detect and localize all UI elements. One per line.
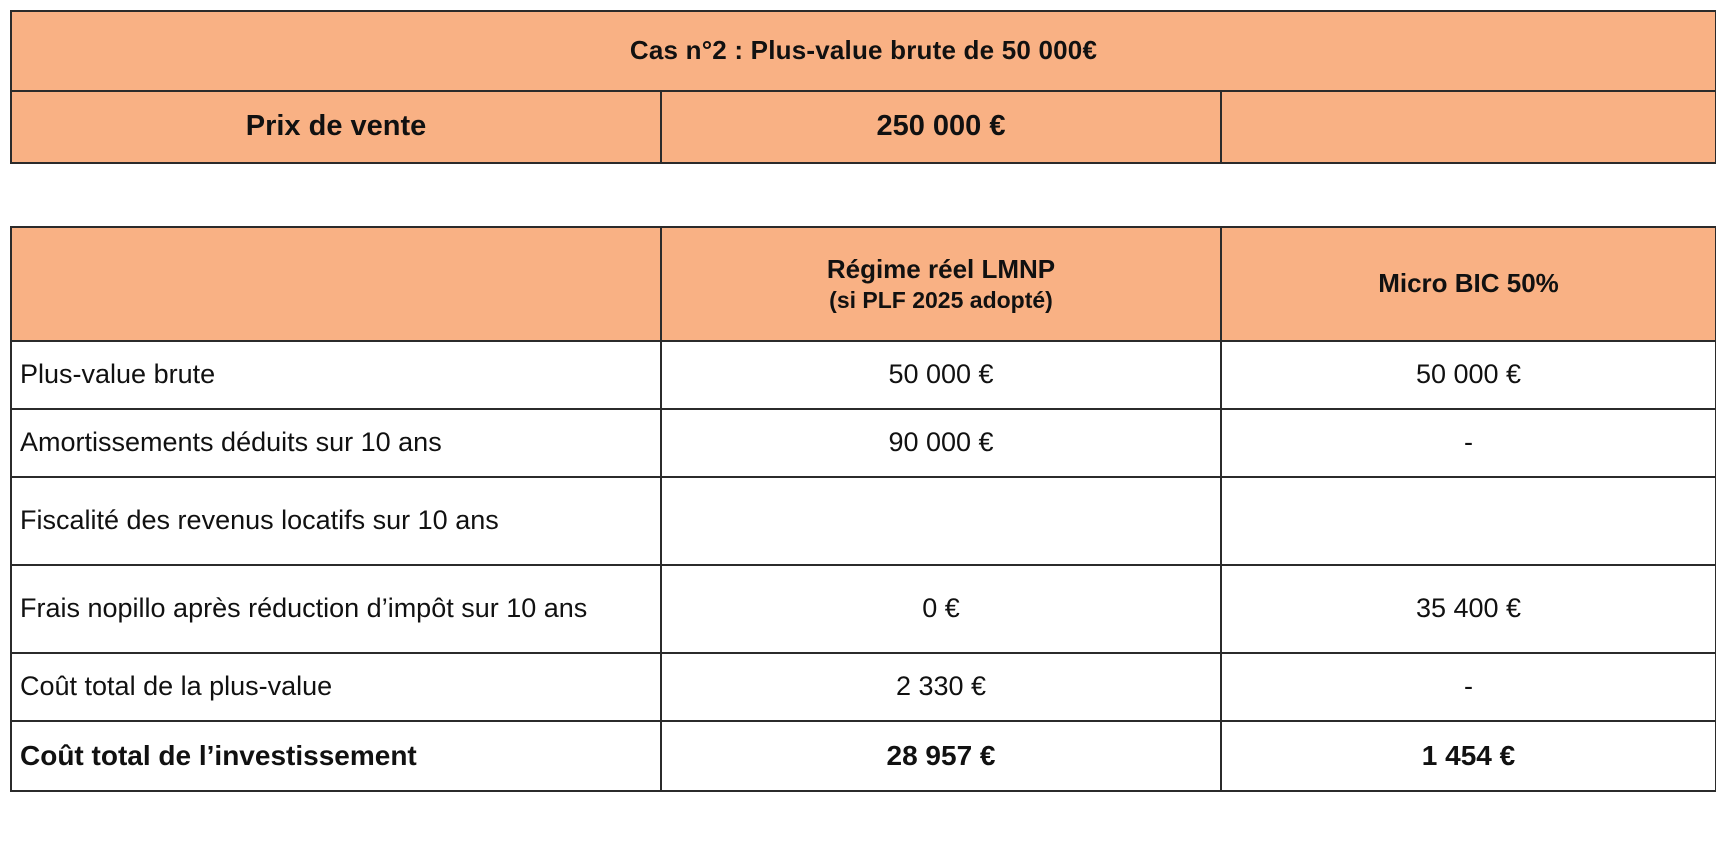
row-value-regime-reel: 90 000 € <box>661 409 1221 477</box>
row-value-micro-bic: 35 400 € <box>1221 565 1716 653</box>
row-label-total: Coût total de l’investissement <box>11 721 661 791</box>
table-row <box>11 477 1716 565</box>
comparison-table <box>10 226 1716 792</box>
row-label: Amortissements déduits sur 10 ans <box>11 409 661 477</box>
table-spacer <box>0 164 1716 226</box>
row-label: Fiscalité des revenus locatifs sur 10 ans <box>11 477 661 565</box>
row-label: Frais nopillo après réduction d’impôt sur 10 ans <box>11 565 661 653</box>
sale-price-label: Prix de vente <box>11 91 661 163</box>
row-value-regime-reel <box>661 477 1221 565</box>
row-value-regime-reel: 2 330 € <box>661 653 1221 721</box>
case-summary-table <box>10 10 1716 164</box>
table-row <box>11 565 1716 653</box>
row-value-regime-reel: 50 000 € <box>661 341 1221 409</box>
table-row <box>11 341 1716 409</box>
corner-cell <box>11 227 661 341</box>
row-value-total-regime-reel: 28 957 € <box>661 721 1221 791</box>
table-row <box>11 11 1716 91</box>
row-value-micro-bic <box>1221 477 1716 565</box>
row-label: Coût total de la plus-value <box>11 653 661 721</box>
row-value-regime-reel: 0 € <box>661 565 1221 653</box>
row-value-micro-bic: - <box>1221 653 1716 721</box>
sale-price-empty-cell <box>1221 91 1716 163</box>
row-value-micro-bic: 50 000 € <box>1221 341 1716 409</box>
column-header-regime-reel <box>661 227 1221 341</box>
table-row-total <box>11 721 1716 791</box>
case-title: Cas n°2 : Plus-value brute de 50 000€ <box>11 11 1716 91</box>
table-row <box>11 409 1716 477</box>
column-header-micro-bic: Micro BIC 50% <box>1221 227 1716 341</box>
table-header-row <box>11 227 1716 341</box>
row-value-total-micro-bic: 1 454 € <box>1221 721 1716 791</box>
column-header-regime-reel-line1: Régime réel LMNP <box>826 253 1056 284</box>
column-header-regime-reel-line2: (si PLF 2025 adopté) <box>829 286 1053 313</box>
table-row <box>11 653 1716 721</box>
row-label: Plus-value brute <box>11 341 661 409</box>
table-row <box>11 91 1716 163</box>
sale-price-value: 250 000 € <box>661 91 1221 163</box>
row-value-micro-bic: - <box>1221 409 1716 477</box>
